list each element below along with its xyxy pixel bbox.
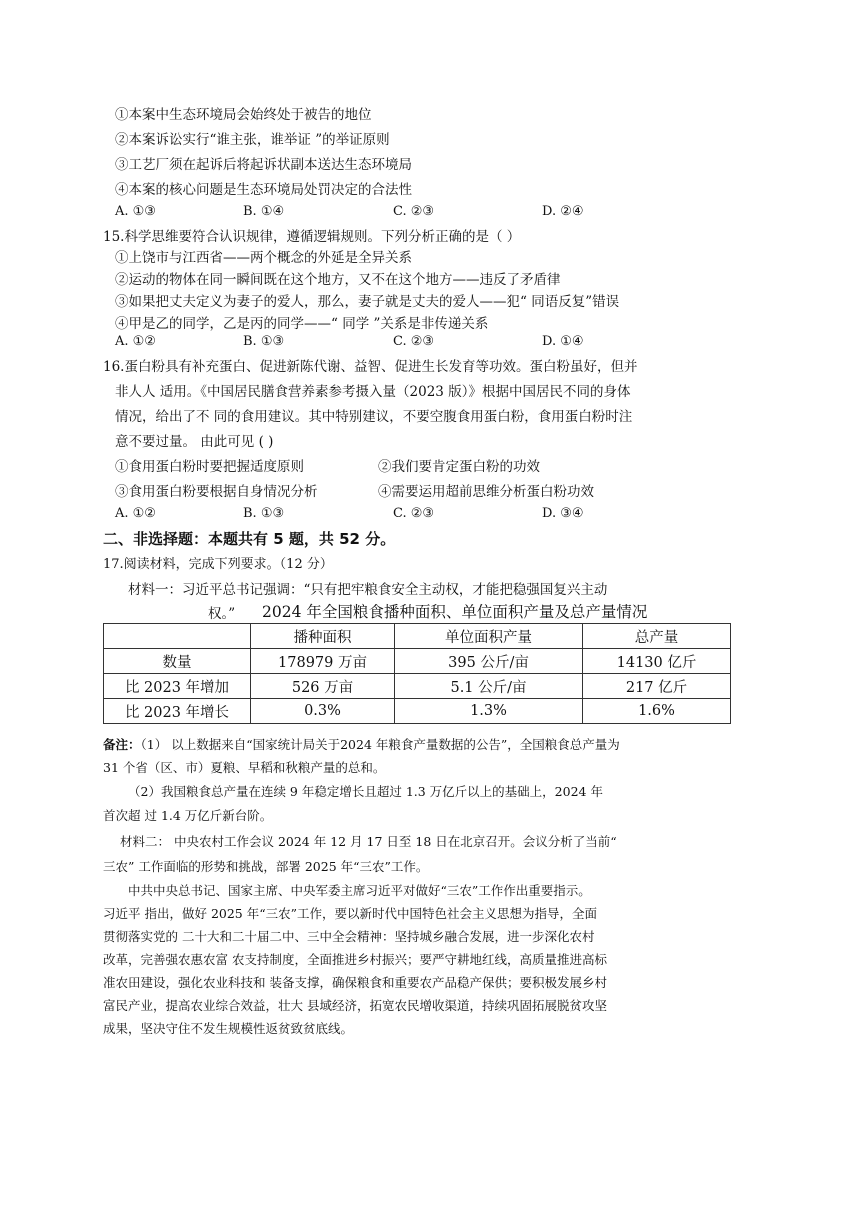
q15-option-c: C. ②③ <box>393 334 435 349</box>
note-line-1 <box>103 735 620 753</box>
q16-statement-2: ②我们要肯定蛋白粉的功效 <box>378 459 540 475</box>
material2-line-3: 中共中央总书记、国家主席、中央军委主席习近平对做好“三农”工作作出重要指示。 <box>128 883 591 898</box>
q14-option-a: A. ①③ <box>115 204 156 219</box>
q16-option-b: B. ①③ <box>243 506 285 521</box>
note-1-continuation: 31 个省（区、市）夏粮、早稻和秋粮产量的总和。 <box>103 760 386 775</box>
note-label: 备注： <box>103 737 141 752</box>
table-cell: 14130 亿斤 <box>583 649 731 674</box>
q16-statement-1: ①食用蛋白粉时要把握适度原则 <box>115 459 304 475</box>
material2-line-7: 准农田建设，强化农业科技和 装备支撑，确保粮食和重要农产品稳产保供；要积极发展乡村 <box>103 975 607 990</box>
q16-option-d: D. ③④ <box>542 506 584 521</box>
q15-statement-3: ③如果把丈夫定义为妻子的爱人，那么，妻子就是丈夫的爱人——犯“ 同语反复”错误 <box>115 294 620 310</box>
note-1-text: （1） 以上数据来自“国家统计局关于2024 年粮食产量数据的公告”，全国粮食总产量为 <box>140 737 620 752</box>
q16-stem-line-1: 16.蛋白粉具有补充蛋白、促进新陈代谢、益智、促进生长发育等功效。蛋白粉虽好，但并 <box>103 359 638 375</box>
q17-stem: 17.阅读材料，完成下列要求。（12 分） <box>103 557 333 572</box>
q15-statement-1: ①上饶市与江西省——两个概念的外延是全异关系 <box>115 250 412 266</box>
note-2-text: （2）我国粮食总产量在连续 9 年稳定增长且超过 1.3 万亿斤以上的基础上，2024 年 <box>128 784 603 799</box>
table-title: 2024 年全国粮食播种面积、单位面积产量及总产量情况 <box>262 603 648 621</box>
q15-statement-2: ②运动的物体在同一瞬间既在这个地方，又不在这个地方——违反了矛盾律 <box>115 272 561 288</box>
q16-option-a: A. ①② <box>115 506 156 521</box>
q14-option-d: D. ②④ <box>542 204 584 219</box>
q15-option-b: B. ①③ <box>243 334 285 349</box>
table-cell: 比 2023 年增加 <box>104 674 251 699</box>
q15-statement-4: ④甲是乙的同学，乙是丙的同学——“ 同学 ”关系是非传递关系 <box>115 316 489 332</box>
table-row <box>104 649 731 674</box>
table-cell: 1.3% <box>395 699 583 724</box>
q16-option-c: C. ②③ <box>393 506 435 521</box>
note-2-continuation: 首次超 过 1.4 万亿斤新台阶。 <box>103 808 273 823</box>
table-cell: 1.6% <box>583 699 731 724</box>
table-header-cell: 总产量 <box>583 624 731 649</box>
q14-statement-2: ②本案诉讼实行“谁主张，谁举证 ”的举证原则 <box>115 132 390 148</box>
table-cell: 217 亿斤 <box>583 674 731 699</box>
q17-material1-line-1: 材料一：习近平总书记强调：“只有把牢粮食安全主动权，才能把稳强国复兴主动 <box>128 582 608 598</box>
q14-option-b: B. ①④ <box>243 204 285 219</box>
q15-option-a: A. ①② <box>115 334 156 349</box>
q16-statement-4: ④需要运用超前思维分析蛋白粉功效 <box>378 484 594 500</box>
q15-option-d: D. ①④ <box>542 334 584 349</box>
table-cell: 数量 <box>104 649 251 674</box>
q16-statement-3: ③食用蛋白粉要根据自身情况分析 <box>115 484 318 500</box>
material2-line-4: 习近平 指出，做好 2025 年“三农”工作，要以新时代中国特色社会主义思想为指导，全面 <box>103 906 598 921</box>
material2-line-9: 成果，坚决守住不发生规模性返贫致贫底线。 <box>103 1021 354 1036</box>
material2-line-5: 贯彻落实党的 二十大和二十届二中、三中全会精神：坚持城乡融合发展，进一步深化农村 <box>103 929 595 944</box>
grain-production-table <box>103 623 731 724</box>
material2-line-8: 富民产业，提高农业综合效益，壮大 县域经济，拓宽农民增收渠道，持续巩固拓展脱贫攻坚 <box>103 998 607 1013</box>
table-cell: 比 2023 年增长 <box>104 699 251 724</box>
q14-option-c: C. ②③ <box>393 204 435 219</box>
table-header-cell <box>104 624 251 649</box>
table-row <box>104 699 731 724</box>
q15-stem: 15.科学思维要符合认识规律，遵循逻辑规则。下列分析正确的是（ ） <box>103 229 521 245</box>
table-header-cell: 单位面积产量 <box>395 624 583 649</box>
table-cell: 526 万亩 <box>251 674 395 699</box>
table-row <box>104 674 731 699</box>
q16-stem-line-4: 意不要过量。 由此可见 ( ) <box>115 434 274 450</box>
table-cell: 395 公斤/亩 <box>395 649 583 674</box>
table-header-cell: 播种面积 <box>251 624 395 649</box>
q17-material1-line-2: 权。” <box>208 606 236 622</box>
q14-statement-4: ④本案的核心问题是生态环境局处罚决定的合法性 <box>115 182 412 198</box>
q14-statement-3: ③工艺厂须在起诉后将起诉状副本送达生态环境局 <box>115 157 412 173</box>
section-heading: 二、非选择题：本题共有 5 题，共 52 分。 <box>103 530 396 548</box>
q14-statement-1: ①本案中生态环境局会始终处于被告的地位 <box>115 107 372 123</box>
q16-stem-line-3: 情况，给出了不 同的食用建议。其中特别建议，不要空腹食用蛋白粉，食用蛋白粉时注 <box>115 409 633 425</box>
q16-stem-line-2: 非人人 适用。《中国居民膳食营养素参考摄入量（2023 版）》根据中国居民不同的身体 <box>115 384 631 400</box>
material2-line-2: 三农” 工作面临的形势和挑战，部署 2025 年“三农”工作。 <box>103 859 429 874</box>
table-header-row <box>104 624 731 649</box>
material2-line-1: 材料二： 中央农村工作会议 2024 年 12 月 17 日至 18 日在北京召开。会议分析了当前“ <box>120 834 617 849</box>
table-cell: 5.1 公斤/亩 <box>395 674 583 699</box>
table-cell: 178979 万亩 <box>251 649 395 674</box>
material2-line-6: 改革，完善强农惠农富 农支持制度，全面推进乡村振兴；要严守耕地红线，高质量推进高标 <box>103 952 607 967</box>
table-cell: 0.3% <box>251 699 395 724</box>
